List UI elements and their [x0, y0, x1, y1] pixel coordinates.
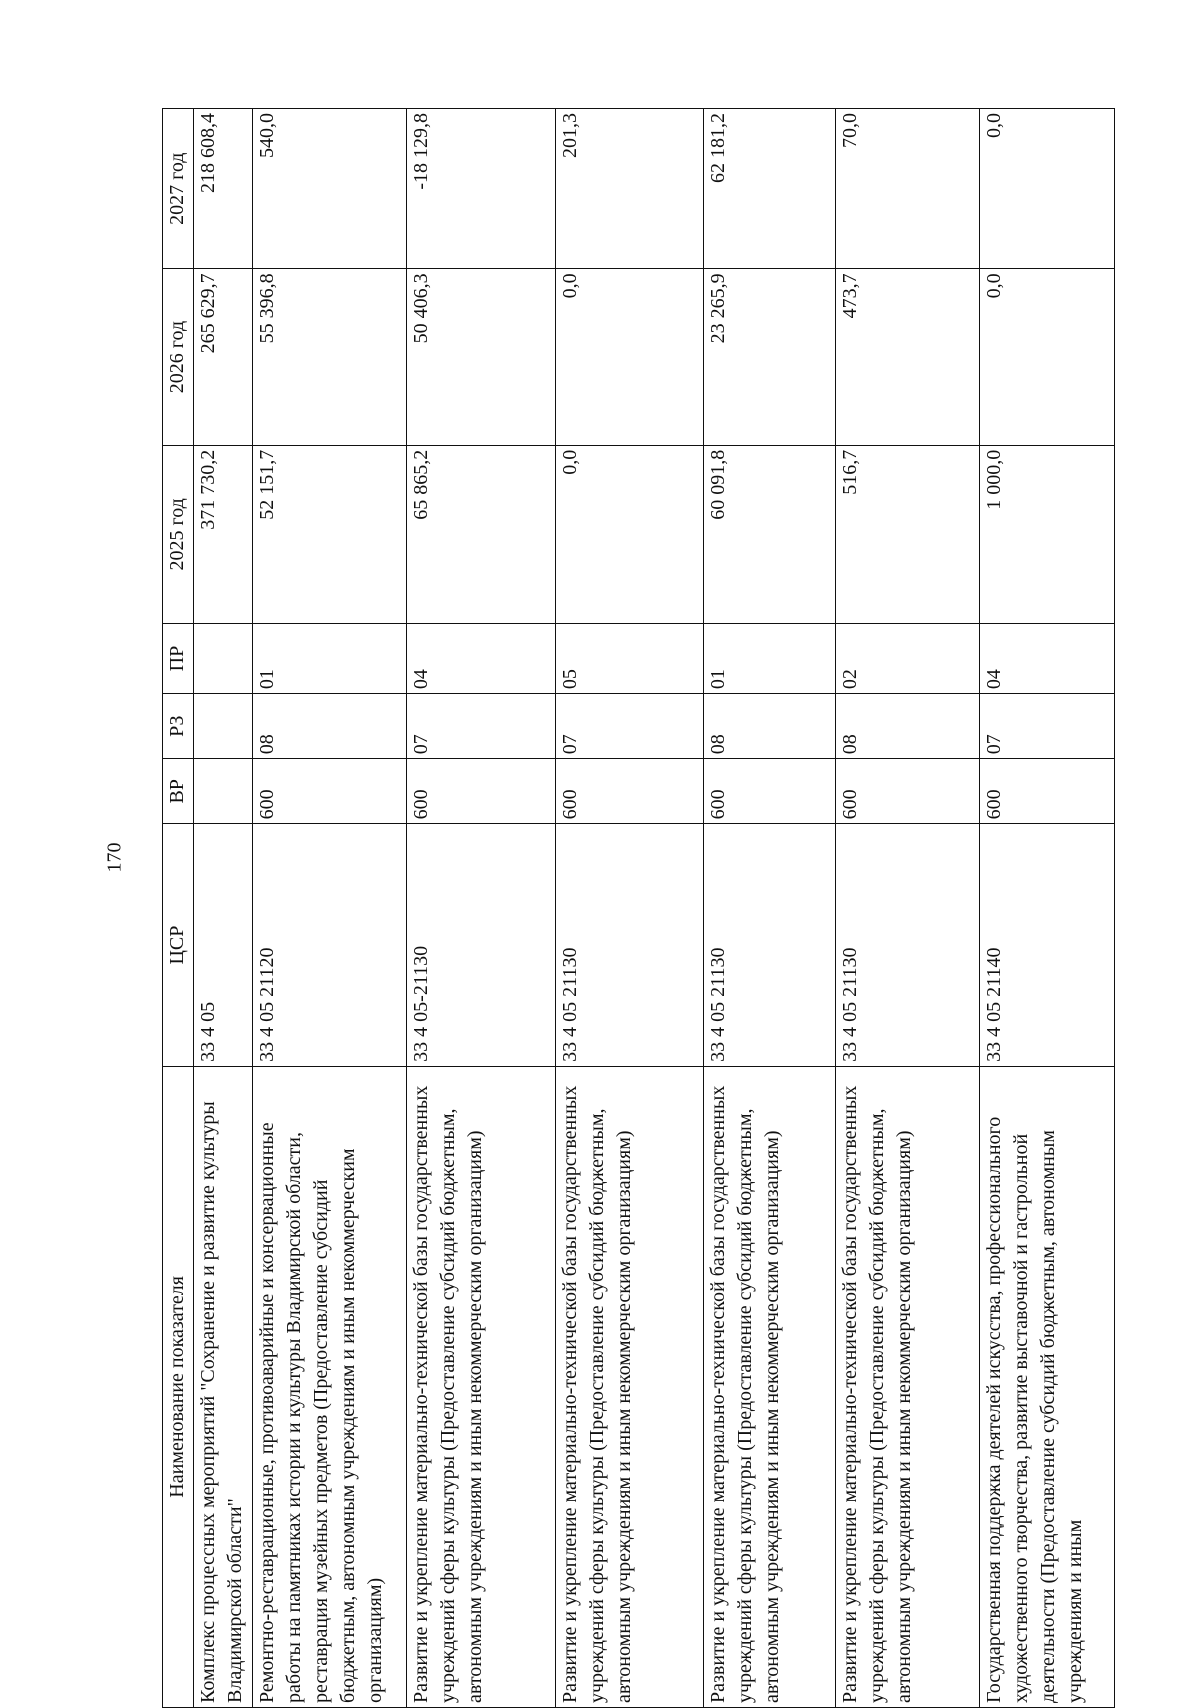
cell-name: Развитие и укрепление материально-технической базы государственных учреждений сферы культуры (Предоставление субсидий бюджетным, автономным учреждениям и иным некоммерческим организациям): [704, 1066, 836, 1707]
cell-pr: 02: [836, 624, 980, 694]
cell-2025: 371 730,2: [194, 445, 253, 623]
cell-2027: 218 608,4: [194, 109, 253, 269]
cell-2027: 0,0: [980, 109, 1115, 269]
cell-rz: 07: [407, 694, 556, 759]
cell-2027: -18 129,8: [407, 109, 556, 269]
cell-name: Развитие и укрепление материально-технической базы государственных учреждений сферы культуры (Предоставление субсидий бюджетным, автономным учреждениям и иным некоммерческим организациям): [836, 1066, 980, 1707]
cell-2025: 65 865,2: [407, 445, 556, 623]
cell-rz: [194, 694, 253, 759]
cell-pr: 04: [407, 624, 556, 694]
cell-csr: 33 4 05 21130: [556, 824, 704, 1066]
cell-vr: 600: [836, 759, 980, 824]
cell-2027: 70,0: [836, 109, 980, 269]
cell-2027: 201,3: [556, 109, 704, 269]
cell-csr: 33 4 05: [194, 824, 253, 1066]
cell-pr: [194, 624, 253, 694]
cell-csr: 33 4 05 21120: [253, 824, 407, 1066]
cell-pr: 04: [980, 624, 1115, 694]
cell-vr: 600: [556, 759, 704, 824]
cell-csr: 33 4 05-21130: [407, 824, 556, 1066]
cell-2026: 0,0: [980, 269, 1115, 445]
cell-2026: 265 629,7: [194, 269, 253, 445]
rotated-page-content: [162, 108, 1115, 1708]
cell-vr: 600: [980, 759, 1115, 824]
header-vr: ВР: [163, 759, 194, 824]
cell-2026: 55 396,8: [253, 269, 407, 445]
cell-vr: 600: [407, 759, 556, 824]
cell-rz: 07: [556, 694, 704, 759]
cell-name: Ремонтно-реставрационные, противоаварийные и консервационные работы на памятниках истории и культуры Владимирской области, реставрация музейных предметов (Предоставление субсидий бюджетным, автономным учреждениям и иным некоммерческим организациям): [253, 1066, 407, 1707]
cell-name: Комплекс процессных мероприятий "Сохранение и развитие культуры Владимирской области": [194, 1066, 253, 1707]
cell-pr: 01: [704, 624, 836, 694]
cell-csr: 33 4 05 21130: [704, 824, 836, 1066]
cell-rz: 07: [980, 694, 1115, 759]
table-row: [194, 109, 253, 1708]
cell-rz: 08: [704, 694, 836, 759]
cell-2025: 52 151,7: [253, 445, 407, 623]
header-name: Наименование показателя: [163, 1066, 194, 1707]
table-row: [556, 109, 704, 1708]
cell-vr: 600: [253, 759, 407, 824]
cell-2025: 516,7: [836, 445, 980, 623]
cell-2025: 0,0: [556, 445, 704, 623]
budget-table: [162, 108, 1115, 1708]
cell-2026: 473,7: [836, 269, 980, 445]
header-pr: ПР: [163, 624, 194, 694]
header-2025: 2025 год: [163, 445, 194, 623]
cell-2025: 60 091,8: [704, 445, 836, 623]
header-2027: 2027 год: [163, 109, 194, 269]
cell-rz: 08: [253, 694, 407, 759]
cell-csr: 33 4 05 21140: [980, 824, 1115, 1066]
cell-2026: 23 265,9: [704, 269, 836, 445]
cell-name: Развитие и укрепление материально-технической базы государственных учреждений сферы культуры (Предоставление субсидий бюджетным, автономным учреждениям и иным некоммерческим организациям): [556, 1066, 704, 1707]
header-rz: РЗ: [163, 694, 194, 759]
table-header-row: [163, 109, 194, 1708]
cell-2026: 50 406,3: [407, 269, 556, 445]
cell-2027: 540,0: [253, 109, 407, 269]
table-row: [253, 109, 407, 1708]
table-row: [836, 109, 980, 1708]
cell-2027: 62 181,2: [704, 109, 836, 269]
table-row: [407, 109, 556, 1708]
page-number: 170: [103, 842, 126, 873]
cell-2025: 1 000,0: [980, 445, 1115, 623]
cell-pr: 01: [253, 624, 407, 694]
header-2026: 2026 год: [163, 269, 194, 445]
table-row: [980, 109, 1115, 1708]
cell-rz: 08: [836, 694, 980, 759]
cell-2026: 0,0: [556, 269, 704, 445]
cell-csr: 33 4 05 21130: [836, 824, 980, 1066]
header-csr: ЦСР: [163, 824, 194, 1066]
cell-vr: [194, 759, 253, 824]
cell-name: Государственная поддержка деятелей искусства, профессионального художественного творчества, развитие выставочной и гастрольной деятельности (Предоставление субсидий бюджетным, автономным учреждениям и иным: [980, 1066, 1115, 1707]
cell-pr: 05: [556, 624, 704, 694]
cell-name: Развитие и укрепление материально-технической базы государственных учреждений сферы культуры (Предоставление субсидий бюджетным, автономным учреждениям и иным некоммерческим организациям): [407, 1066, 556, 1707]
table-row: [704, 109, 836, 1708]
cell-vr: 600: [704, 759, 836, 824]
